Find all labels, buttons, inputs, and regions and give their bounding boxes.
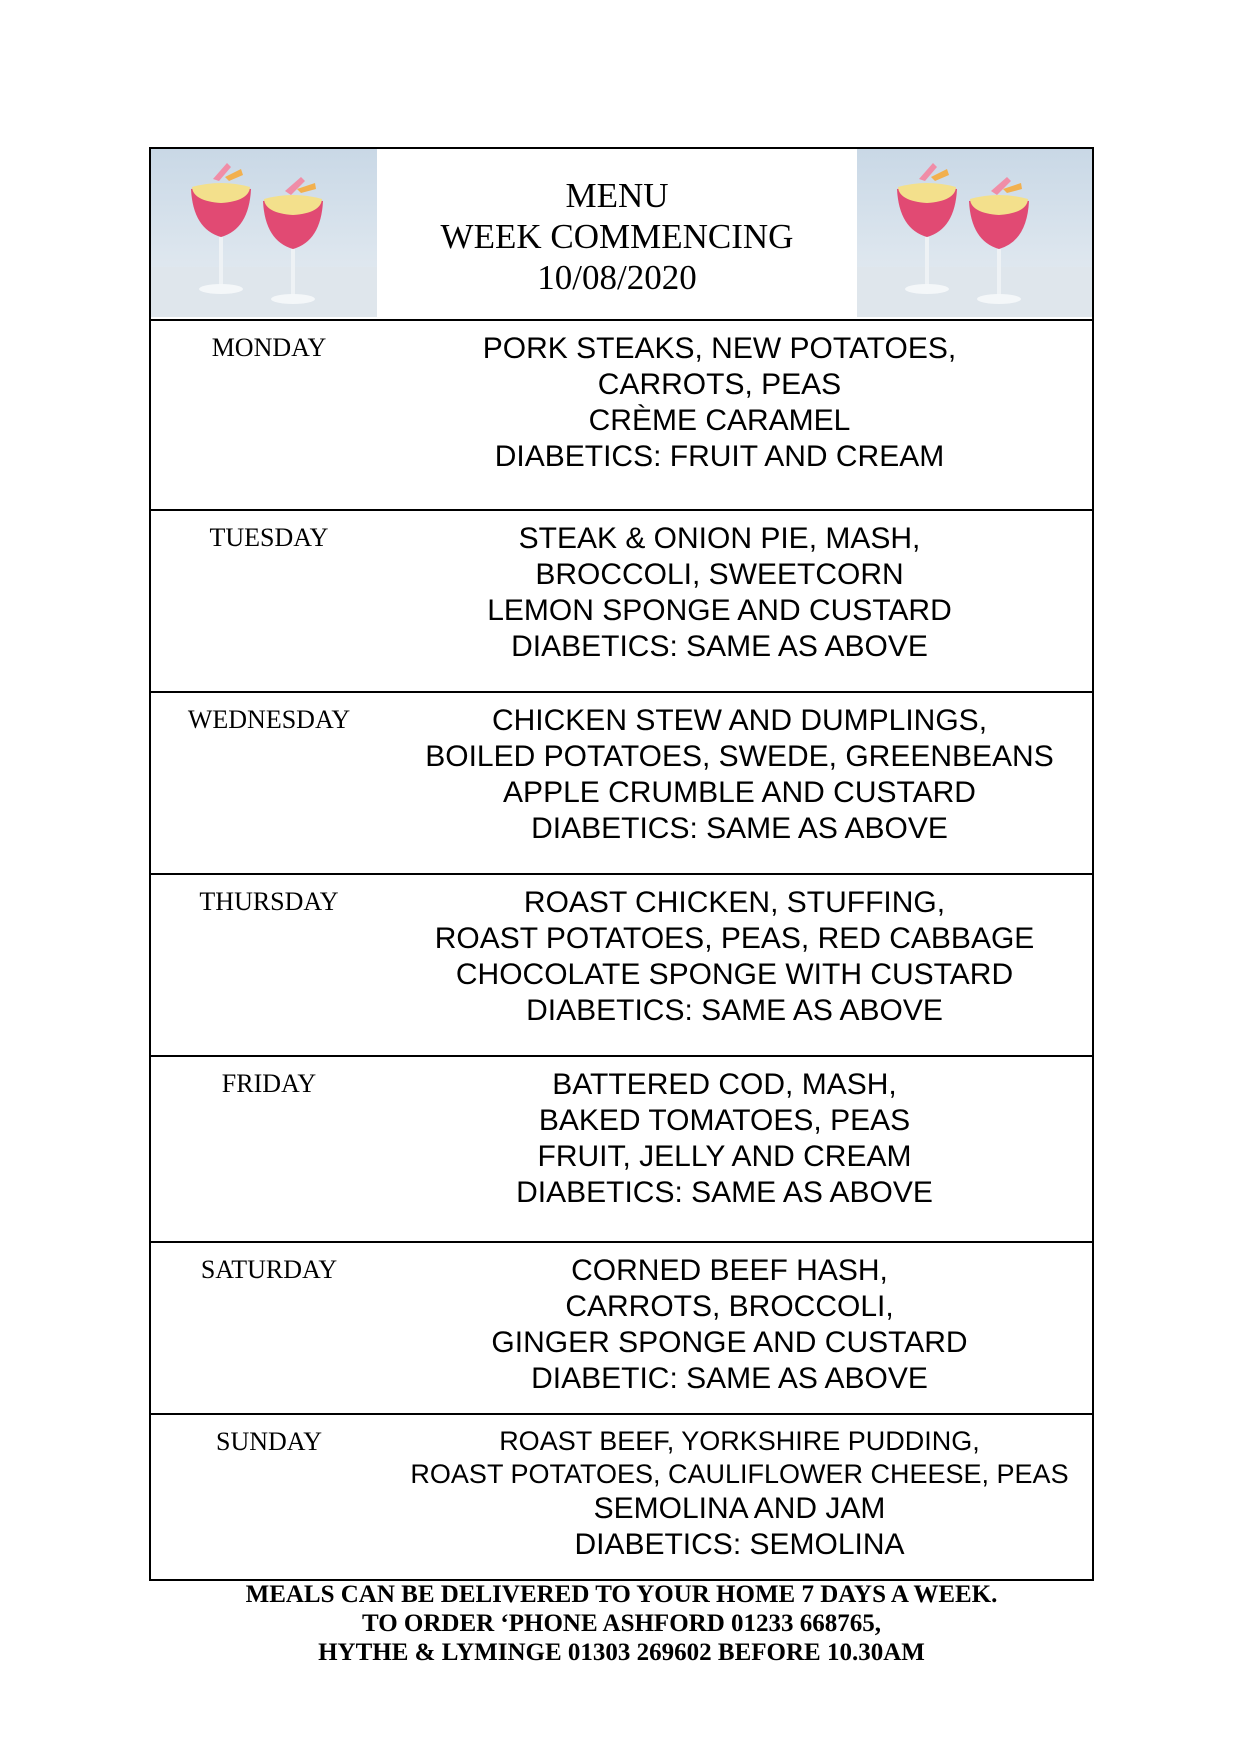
meal-line: FRUIT, JELLY AND CREAM	[537, 1140, 912, 1173]
day-row-tuesday	[151, 511, 1092, 693]
day-row-friday	[151, 1057, 1092, 1243]
meal-line: DIABETICS: SAME AS ABOVE	[511, 630, 928, 663]
menu-title	[377, 149, 857, 319]
menu-title-line: WEEK COMMENCING	[440, 216, 794, 256]
day-row-saturday	[151, 1243, 1092, 1415]
meal-line: DIABETIC: SAME AS ABOVE	[531, 1362, 928, 1395]
meal-line: DIABETICS: SEMOLINA	[574, 1528, 905, 1561]
meal-line: DIABETICS: SAME AS ABOVE	[526, 994, 943, 1027]
meal-line: ROAST POTATOES, PEAS, RED CABBAGE	[434, 922, 1035, 955]
menu-table	[149, 147, 1094, 1581]
meal-line: DIABETICS: FRUIT AND CREAM	[494, 440, 945, 473]
meal-line: ROAST POTATOES, CAULIFLOWER CHEESE, PEAS	[410, 1459, 1069, 1489]
day-meals	[387, 321, 1092, 509]
day-meals	[387, 1057, 1092, 1241]
day-label: MONDAY	[211, 333, 327, 362]
day-row-thursday	[151, 875, 1092, 1057]
meal-line: DIABETICS: SAME AS ABOVE	[531, 812, 948, 845]
dessert-glasses-image-right	[857, 149, 1092, 317]
meal-line: CHOCOLATE SPONGE WITH CUSTARD	[455, 958, 1014, 991]
meal-line: CORNED BEEF HASH,	[571, 1254, 888, 1287]
meal-line: ROAST BEEF, YORKSHIRE PUDDING,	[499, 1426, 980, 1456]
footer-line: TO ORDER ‘PHONE ASHFORD 01233 668765,	[361, 1610, 882, 1637]
day-label: WEDNESDAY	[187, 705, 351, 734]
meal-line: BATTERED COD, MASH,	[552, 1068, 897, 1101]
meal-line: BROCCOLI, SWEETCORN	[535, 558, 904, 591]
menu-date: 10/08/2020	[537, 257, 697, 297]
footer-line: HYTHE & LYMINGE 01303 269602 BEFORE 10.30AM	[318, 1639, 925, 1666]
day-meals	[387, 693, 1092, 873]
meal-line: BOILED POTATOES, SWEDE, GREENBEANS	[425, 740, 1054, 773]
day-label: FRIDAY	[221, 1069, 317, 1098]
day-meals	[387, 875, 1092, 1055]
meal-line: PORK STEAKS, NEW POTATOES,	[482, 332, 957, 365]
day-row-sunday	[151, 1415, 1092, 1579]
menu-title-line: MENU	[565, 175, 669, 215]
footer-line: MEALS CAN BE DELIVERED TO YOUR HOME 7 DAYS A WEEK.	[245, 1581, 998, 1608]
menu-header	[151, 149, 1092, 321]
meal-line: CARROTS, BROCCOLI,	[565, 1290, 894, 1323]
meal-line: STEAK & ONION PIE, MASH,	[518, 522, 921, 555]
meal-line: DIABETICS: SAME AS ABOVE	[516, 1176, 933, 1209]
meal-line: CRÈME CARAMEL	[588, 404, 851, 437]
dessert-glasses-image-left	[151, 149, 377, 317]
day-row-wednesday	[151, 693, 1092, 875]
meal-line: SEMOLINA AND JAM	[593, 1492, 886, 1525]
day-row-monday	[151, 321, 1092, 511]
day-meals	[387, 511, 1092, 691]
meal-line: CHICKEN STEW AND DUMPLINGS,	[491, 704, 988, 737]
meal-line: ROAST CHICKEN, STUFFING,	[523, 886, 946, 919]
day-label: SATURDAY	[200, 1255, 338, 1284]
day-label: TUESDAY	[209, 523, 329, 552]
meal-line: BAKED TOMATOES, PEAS	[538, 1104, 911, 1137]
day-meals	[387, 1243, 1092, 1413]
day-label: SUNDAY	[216, 1427, 322, 1456]
meal-line: LEMON SPONGE AND CUSTARD	[487, 594, 952, 627]
delivery-info	[149, 1580, 1094, 1667]
meal-line: GINGER SPONGE AND CUSTARD	[491, 1326, 968, 1359]
day-meals	[387, 1415, 1092, 1579]
meal-line: APPLE CRUMBLE AND CUSTARD	[503, 776, 976, 809]
day-label: THURSDAY	[199, 887, 339, 916]
meal-line: CARROTS, PEAS	[597, 368, 842, 401]
